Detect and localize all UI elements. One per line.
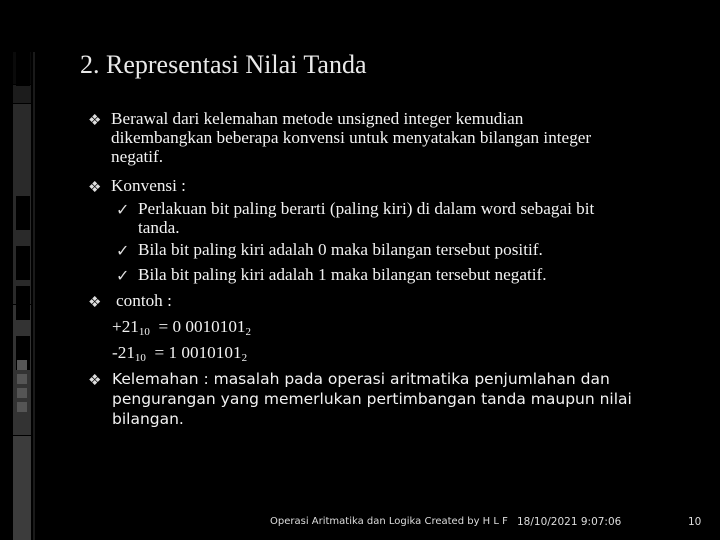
decor-dot [17, 388, 27, 398]
bullet4-line1: Kelemahan : masalah pada operasi aritmatika penjumlahan dan [112, 370, 610, 388]
bullet2-label: Konvensi : [111, 176, 186, 195]
decor-dot [17, 402, 27, 412]
bullet1-line2: dikembangkan beberapa konvensi untuk menyatakan bilangan integer [111, 128, 592, 147]
decor-bar [13, 305, 31, 435]
bullet2-sub2: Bila bit paling kiri adalah 0 maka bilangan tersebut positif. [138, 240, 543, 259]
bullet4-line3: bilangan. [112, 410, 184, 428]
check-icon: ✓ [116, 202, 130, 219]
example-positive: $+21_{10} = 0$ $0010101_2$ [112, 317, 252, 338]
decor-dot [17, 374, 27, 384]
bullet2-sub1-line2: tanda. [138, 218, 180, 237]
bullet1-line1: Berawal dari kelemahan metode unsigned integer kemudian [111, 109, 524, 128]
bullet1-line3: negatif. [111, 147, 164, 166]
diamond-bullet-icon: ❖ [88, 295, 102, 311]
footer-datetime: 18/10/2021 9:07:06 [517, 516, 622, 528]
bullet2-sub3: Bila bit paling kiri adalah 1 maka bilangan tersebut negatif. [138, 265, 547, 284]
diamond-bullet-icon: ❖ [88, 373, 102, 389]
decor-bar [13, 436, 31, 540]
slide-title: 2. Representasi Nilai Tanda [80, 50, 367, 79]
decor-block [16, 52, 30, 86]
example-negative: $-21_{10} = 1$ $0010101_2$ [112, 343, 248, 364]
decor-block [16, 286, 30, 320]
decor-bar [13, 85, 31, 103]
decor-dot [17, 360, 27, 370]
bullet4-line2: pengurangan yang memerlukan pertimbangan tanda maupun nilai [112, 390, 632, 408]
footer-title: Operasi Aritmatika dan Logika Created by H L F [270, 516, 508, 527]
diamond-bullet-icon: ❖ [88, 180, 102, 196]
decor-block [16, 196, 30, 230]
bullet3-label: contoh : [116, 291, 172, 310]
decor-strip [33, 52, 35, 540]
check-icon: ✓ [116, 243, 130, 260]
page-number: 10 [688, 516, 702, 528]
bullet2-sub1-line1: Perlakuan bit paling berarti (paling kiri) di dalam word sebagai bit [138, 199, 595, 218]
diamond-bullet-icon: ❖ [88, 113, 102, 129]
decor-block [16, 246, 30, 280]
check-icon: ✓ [116, 268, 130, 285]
